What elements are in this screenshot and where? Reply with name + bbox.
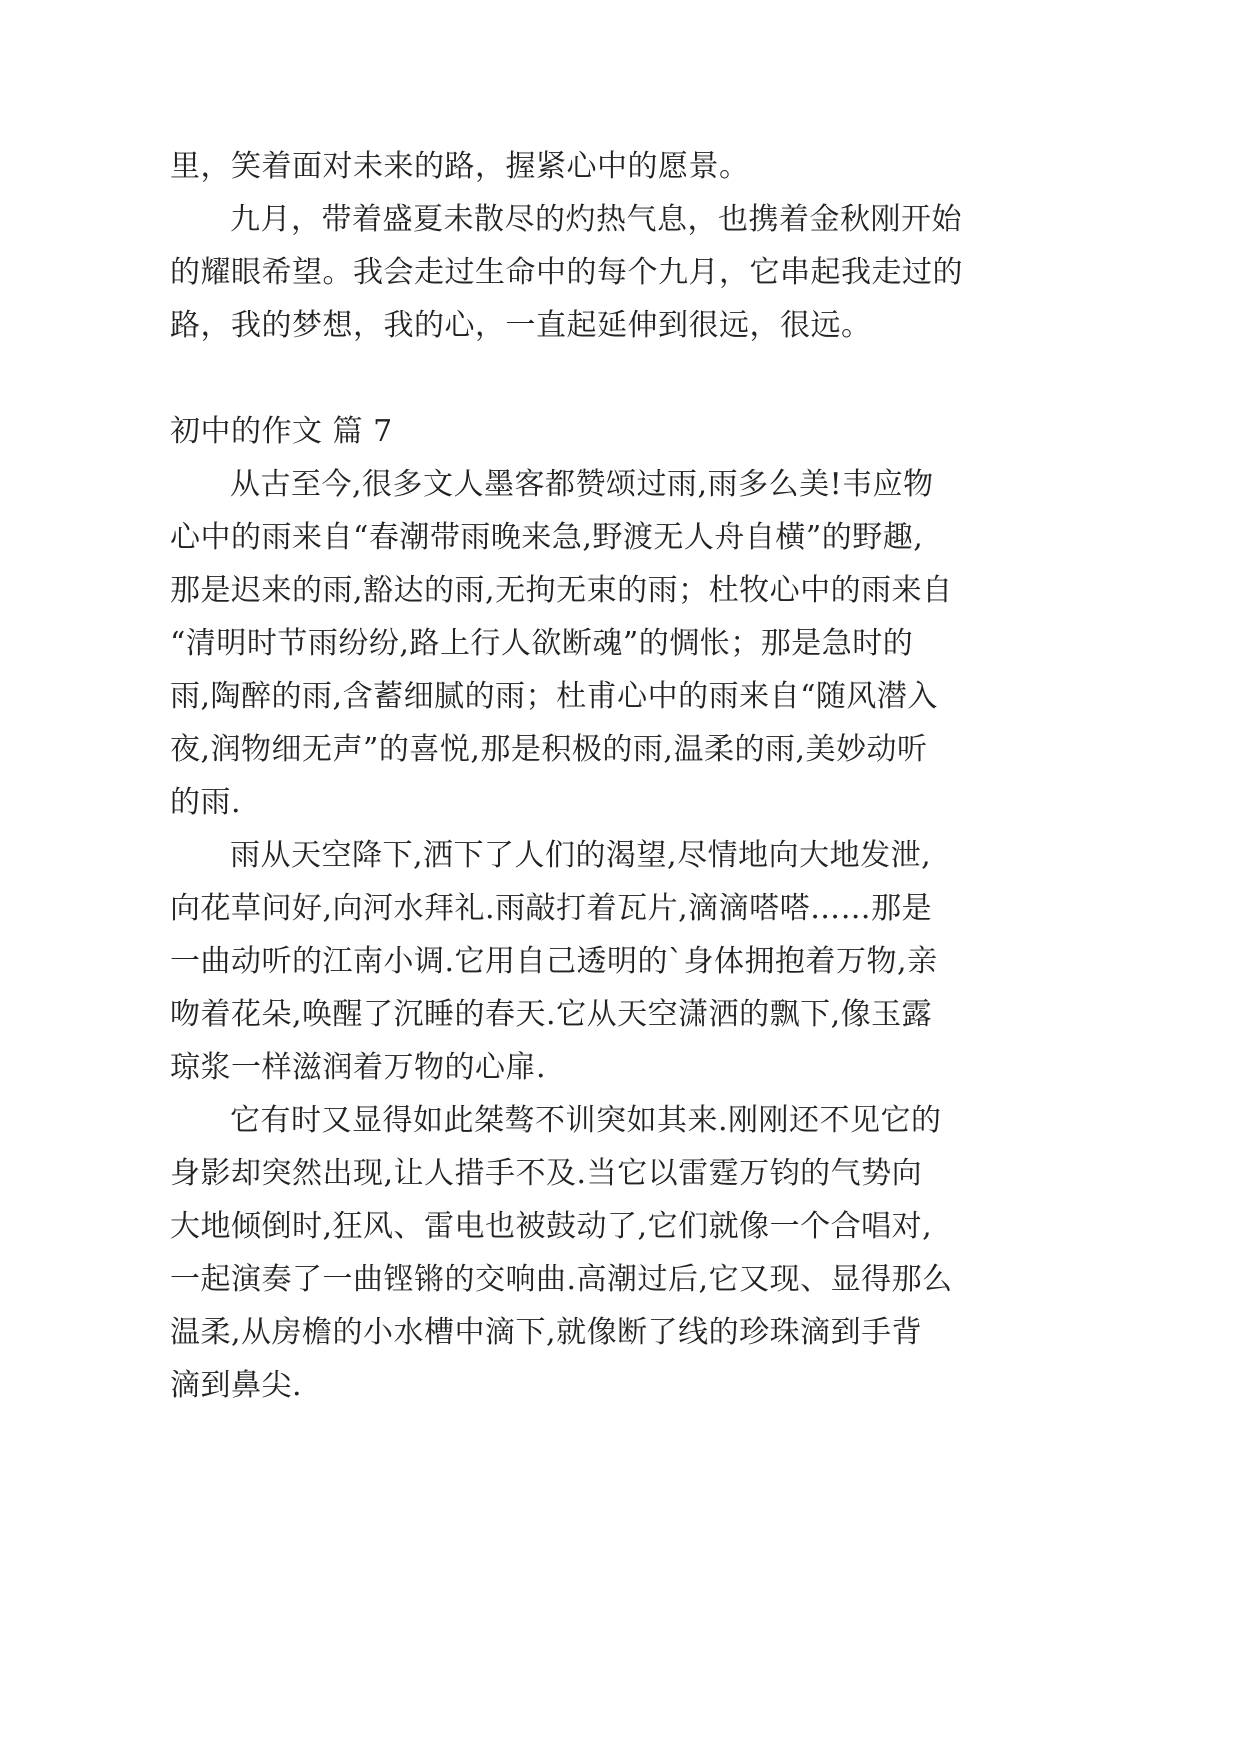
text-line: 里，笑着面对未来的路，握紧心中的愿景。 xyxy=(170,149,750,184)
text-line: 吻着花朵,唤醒了沉睡的春天.它从天空潇洒的飘下,像玉露 xyxy=(170,997,933,1032)
text-line: 一曲动听的江南小调.它用自己透明的`身体拥抱着万物,亲 xyxy=(170,944,938,979)
text-line: 九月，带着盛夏未散尽的灼热气息，也携着金秋刚开始 xyxy=(230,202,962,237)
text-line: 雨从天空降下,洒下了人们的渴望,尽情地向大地发泄, xyxy=(230,838,932,873)
text-line: “清明时节雨纷纷,路上行人欲断魂”的惆怅；那是急时的 xyxy=(170,626,914,661)
text-line: 滴到鼻尖. xyxy=(170,1368,303,1403)
text-line: 的耀眼希望。我会走过生命中的每个九月，它串起我走过的 xyxy=(170,255,963,290)
text-line: 琼浆一样滋润着万物的心扉. xyxy=(170,1050,547,1085)
section-title: 初中的作文 篇 7 xyxy=(170,414,393,449)
text-line: 的雨. xyxy=(170,785,242,820)
text-line: 心中的雨来自“春潮带雨晚来急,野渡无人舟自横”的野趣, xyxy=(170,520,924,555)
text-line: 雨,陶醉的雨,含蓄细腻的雨；杜甫心中的雨来自“随风潜入 xyxy=(170,679,938,714)
text-line: 身影却突然出现,让人措手不及.当它以雷霆万钧的气势向 xyxy=(170,1156,923,1191)
text-line: 那是迟来的雨,豁达的雨,无拘无束的雨；杜牧心中的雨来自 xyxy=(170,573,953,608)
text-line: 它有时又显得如此桀骜不训突如其来.刚刚还不见它的 xyxy=(230,1103,942,1138)
text-line: 从古至今,很多文人墨客都赞颂过雨,雨多么美!韦应物 xyxy=(230,467,934,502)
text-line: 温柔,从房檐的小水槽中滴下,就像断了线的珍珠滴到手背 xyxy=(170,1315,923,1350)
text-line: 一起演奏了一曲铿锵的交响曲.高潮过后,它又现、显得那么 xyxy=(170,1262,953,1297)
text-line: 路，我的梦想，我的心，一直起延伸到很远，很远。 xyxy=(170,308,872,343)
text-line: 大地倾倒时,狂风、雷电也被鼓动了,它们就像一个合唱对, xyxy=(170,1209,933,1244)
text-line: 向花草问好,向河水拜礼.雨敲打着瓦片,滴滴嗒嗒……那是 xyxy=(170,891,933,926)
text-line: 夜,润物细无声”的喜悦,那是积极的雨,温柔的雨,美妙动听 xyxy=(170,732,928,767)
